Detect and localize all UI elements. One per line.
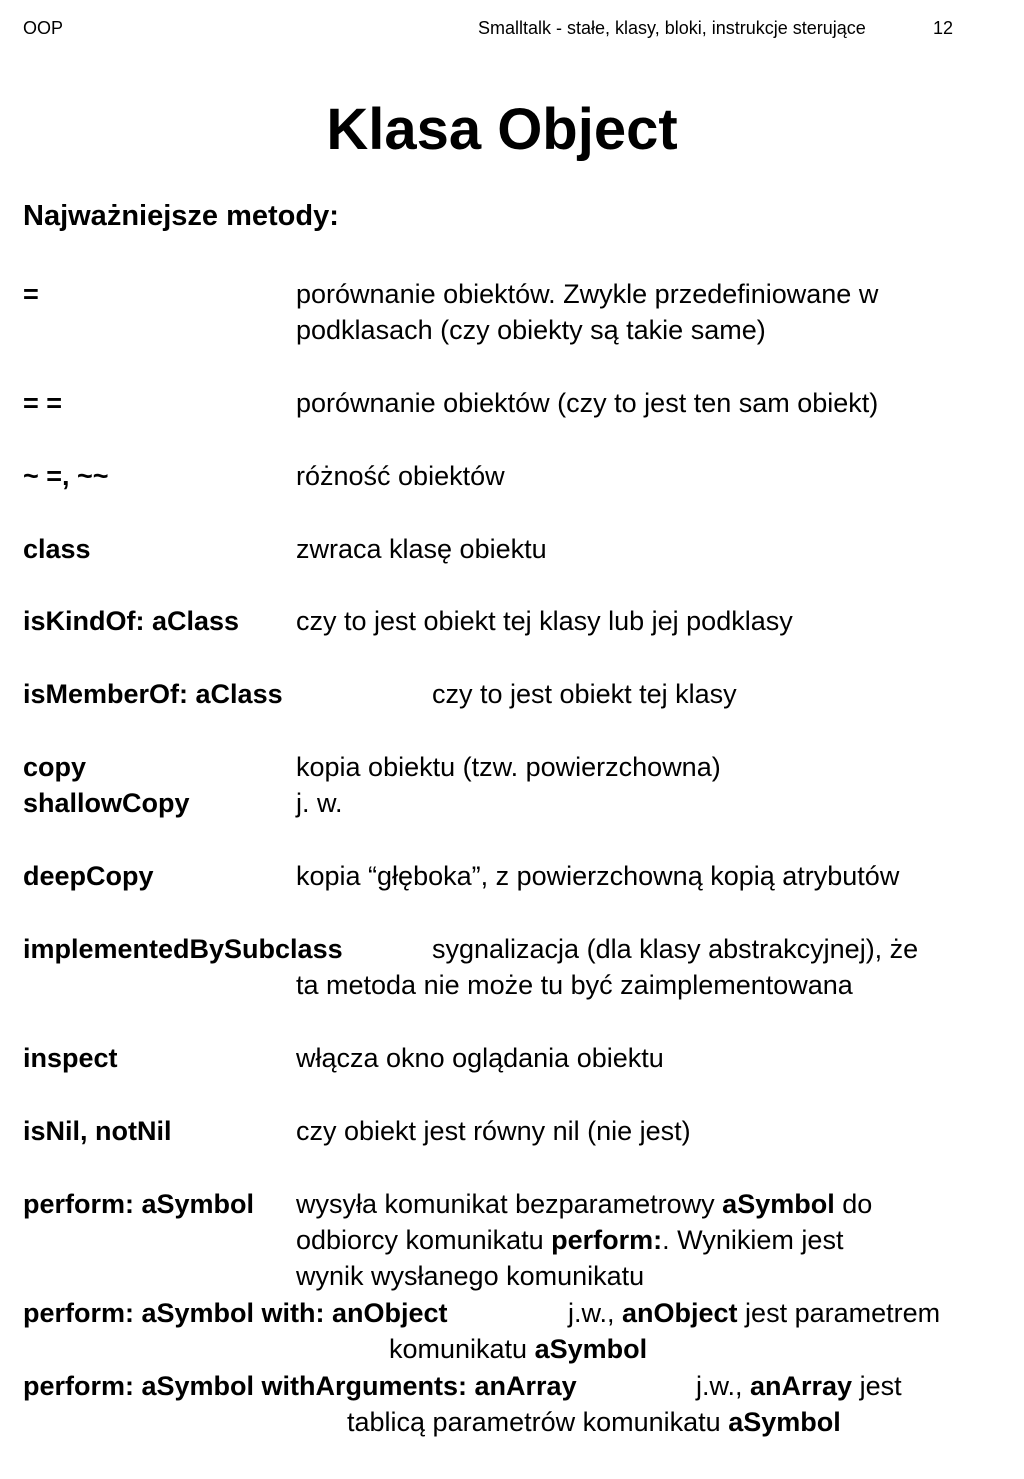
method-name-perform-with: perform: aSymbol with: anObject xyxy=(23,1298,448,1328)
method-name-implementedbysubclass: implementedBySubclass xyxy=(23,934,343,964)
method-desc-perform-with-line1: j.w., anObject jest parametrem xyxy=(568,1298,941,1328)
method-desc-eq-line1: porównanie obiektów. Zwykle przedefiniowane w xyxy=(296,279,879,309)
method-name-neq: ~ =, ~~ xyxy=(23,461,109,491)
method-desc-implementedbysubclass-line2: ta metoda nie może tu być zaimplementowana xyxy=(296,970,853,1000)
method-desc-neq: różność obiektów xyxy=(296,461,505,491)
method-desc-class: zwraca klasę obiektu xyxy=(296,534,547,564)
method-name-eqeq: = = xyxy=(23,388,63,418)
method-desc-inspect: włącza okno oglądania obiektu xyxy=(296,1043,664,1073)
method-desc-deepcopy: kopia “głęboka”, z powierzchowną kopią atrybutów xyxy=(296,861,900,891)
method-desc-shallowcopy: j. w. xyxy=(296,788,343,818)
method-name-eq: = xyxy=(23,279,39,309)
method-name-isnil: isNil, notNil xyxy=(23,1116,172,1146)
method-desc-eq-line2: podklasach (czy obiekty są takie same) xyxy=(296,315,766,345)
method-desc-iskindof: czy to jest obiekt tej klasy lub jej podklasy xyxy=(296,606,793,636)
method-desc-eqeq: porównanie obiektów (czy to jest ten sam obiekt) xyxy=(296,388,879,418)
method-desc-implementedbysubclass-line1: sygnalizacja (dla klasy abstrakcyjnej), że xyxy=(432,934,919,964)
header-left: OOP xyxy=(23,18,64,38)
method-name-ismemberof: isMemberOf: aClass xyxy=(23,679,283,709)
method-name-perform-witharguments: perform: aSymbol withArguments: anArray xyxy=(23,1371,577,1401)
method-name-perform: perform: aSymbol xyxy=(23,1189,255,1219)
method-desc-perform-with-line2: komunikatu aSymbol xyxy=(389,1334,648,1364)
header-title: Smalltalk - stałe, klasy, bloki, instrukcje sterujące xyxy=(478,18,866,38)
method-name-class: class xyxy=(23,534,91,564)
method-name-deepcopy: deepCopy xyxy=(23,861,154,891)
method-desc-perform-line3: wynik wysłanego komunikatu xyxy=(296,1261,645,1291)
section-heading: Najważniejsze metody: xyxy=(23,200,339,232)
method-name-iskindof: isKindOf: aClass xyxy=(23,606,240,636)
method-desc-perform-witharguments-line1: j.w., anArray jest xyxy=(696,1371,902,1401)
method-name-copy: copy xyxy=(23,752,87,782)
page-title: Klasa Object xyxy=(326,97,678,162)
method-desc-isnil: czy obiekt jest równy nil (nie jest) xyxy=(296,1116,691,1146)
method-name-shallowcopy: shallowCopy xyxy=(23,788,190,818)
method-desc-copy: kopia obiektu (tzw. powierzchowna) xyxy=(296,752,721,782)
method-desc-perform-witharguments-line2: tablicą parametrów komunikatu aSymbol xyxy=(347,1407,841,1437)
method-desc-perform-line1: wysyła komunikat bezparametrowy aSymbol do xyxy=(296,1189,873,1219)
method-desc-ismemberof: czy to jest obiekt tej klasy xyxy=(432,679,737,709)
method-desc-perform-line2: odbiorcy komunikatu perform:. Wynikiem jest xyxy=(296,1225,844,1255)
page-number: 12 xyxy=(933,18,954,38)
method-name-inspect: inspect xyxy=(23,1043,118,1073)
